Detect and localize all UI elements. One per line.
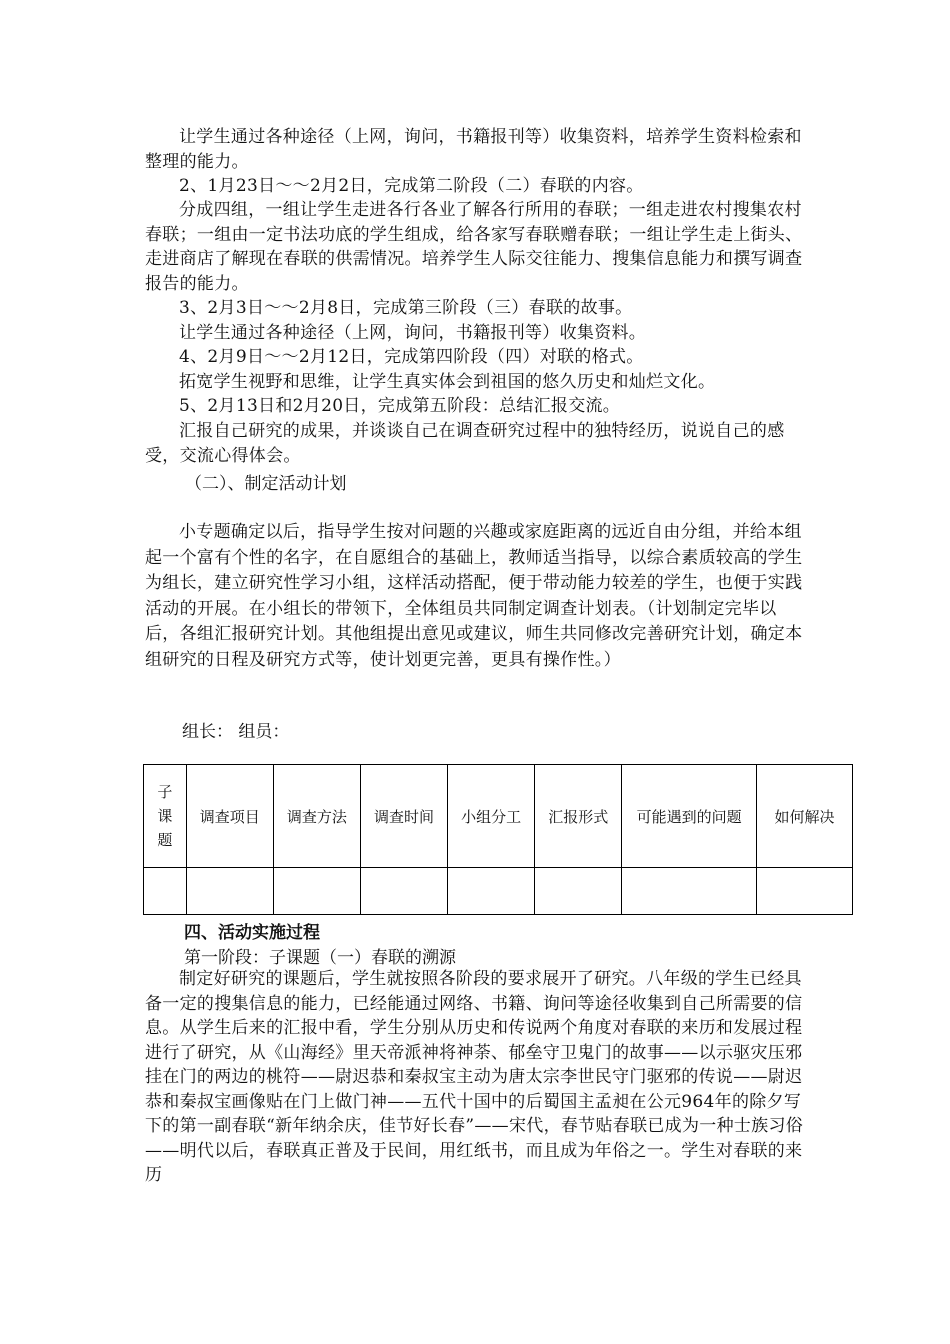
leader-member-line: 组长： 组员： [182, 722, 290, 742]
paragraph-stage-four: 4、2月9日～～2月12日，完成第四阶段（四）对联的格式。 [179, 347, 644, 367]
section-heading-implementation: 四、活动实施过程 [184, 923, 320, 943]
paragraph-collect-materials: 让学生通过各种途径（上网，询问，书籍报刊等）收集资料，培养学生资料检索和整理的能力。 [145, 127, 802, 172]
paragraph-grouping: 小专题确定以后，指导学生按对问题的兴趣或家庭距离的远近自由分组，并给本组起一个富有个性的名字，在自愿组合的基础上，教师适当指导，以综合素质较高的学生为组长，建立研究性学习小组，这样活动搭配，便于带动能力较差的学生，也便于实践活动的开展。在小组长的带领下，全体组员共同制定调查计划表。（计划制定完毕以后，各组汇报研究计划。其他组提出意见或建议，师生共同修改完善研究计划，确定本组研究的日程及研究方式等，使计划更完善，更具有操作性。） [145, 522, 803, 670]
header-cell-report-form: 汇报形式 [535, 765, 622, 868]
table-row [144, 868, 853, 915]
paragraph-couplet-origin: 制定好研究的课题后，学生就按照各阶段的要求展开了研究。八年级的学生已经具备一定的搜集信息的能力，已经能通过网络、书籍、询问等途径收集到自己所需要的信息。从学生后来的汇报中看，学生分别从历史和传说两个角度对春联的来历和发展过程进行了研究，从《山海经》里天帝派神将神荼、郁垒守卫鬼门的故事——以示驱灾压邪挂在门的两边的桃符——尉迟恭和秦叔宝主动为唐太宗李世民守门驱邪的传说——尉迟恭和秦叔宝画像贴在门上做门神——五代十国中的后蜀国主孟昶在公元964年的除夕写下的第一副春联“新年纳余庆，佳节好长春”——宋代，春节贴春联已成为一种士族习俗——明代以后，春联真正普及于民间，用红纸书，而且成为年俗之一。学生对春联的来历 [145, 969, 804, 1185]
table-cell [360, 868, 447, 915]
paragraph-report-results: 汇报自己研究的成果，并谈谈自己在调查研究过程中的独特经历，说说自己的感受，交流心得体会。 [145, 421, 785, 466]
header-cell-group-division: 小组分工 [448, 765, 535, 868]
header-cell-possible-problems: 可能遇到的问题 [622, 765, 757, 868]
paragraph-stage-two: 2、1月23日～～2月2日，完成第二阶段（二）春联的内容。 [179, 176, 644, 196]
paragraph-stage-five: 5、2月13日和2月20日，完成第五阶段：总结汇报交流。 [179, 396, 621, 416]
paragraph-stage-three: 3、2月3日～～2月8日，完成第三阶段（三）春联的故事。 [179, 298, 633, 318]
header-cell-survey-time: 调查时间 [360, 765, 447, 868]
paragraph-four-groups: 分成四组，一组让学生走进各行各业了解各行所用的春联；一组走进农村搜集农村春联；一组由一定书法功底的学生组成，给各家写春联赠春联；一组让学生走上街头、走进商店了解现在春联的供需情况。培养学生人际交往能力、搜集信息能力和撰写调查报告的能力。 [145, 200, 803, 294]
table-cell [622, 868, 757, 915]
header-cell-survey-method: 调查方法 [273, 765, 360, 868]
paragraph-collect-materials-2: 让学生通过各种途径（上网，询问，书籍报刊等）收集资料。 [179, 323, 647, 343]
table-cell [273, 868, 360, 915]
paragraph-broaden-vision: 拓宽学生视野和思维，让学生真实体会到祖国的悠久历史和灿烂文化。 [179, 372, 716, 392]
investigation-plan-table [143, 764, 853, 915]
header-cell-subtopic: 子课题 [144, 765, 187, 868]
table-cell [186, 868, 273, 915]
table-cell [535, 868, 622, 915]
header-cell-how-to-solve: 如何解决 [756, 765, 852, 868]
table-cell [448, 868, 535, 915]
header-cell-survey-item: 调查项目 [186, 765, 273, 868]
stage-one-heading: 第一阶段：子课题（一）春联的溯源 [184, 948, 456, 968]
table-cell [756, 868, 852, 915]
section-heading-plan: （二）、制定活动计划 [185, 474, 347, 494]
table-cell [144, 868, 187, 915]
table-header-row [144, 765, 853, 868]
